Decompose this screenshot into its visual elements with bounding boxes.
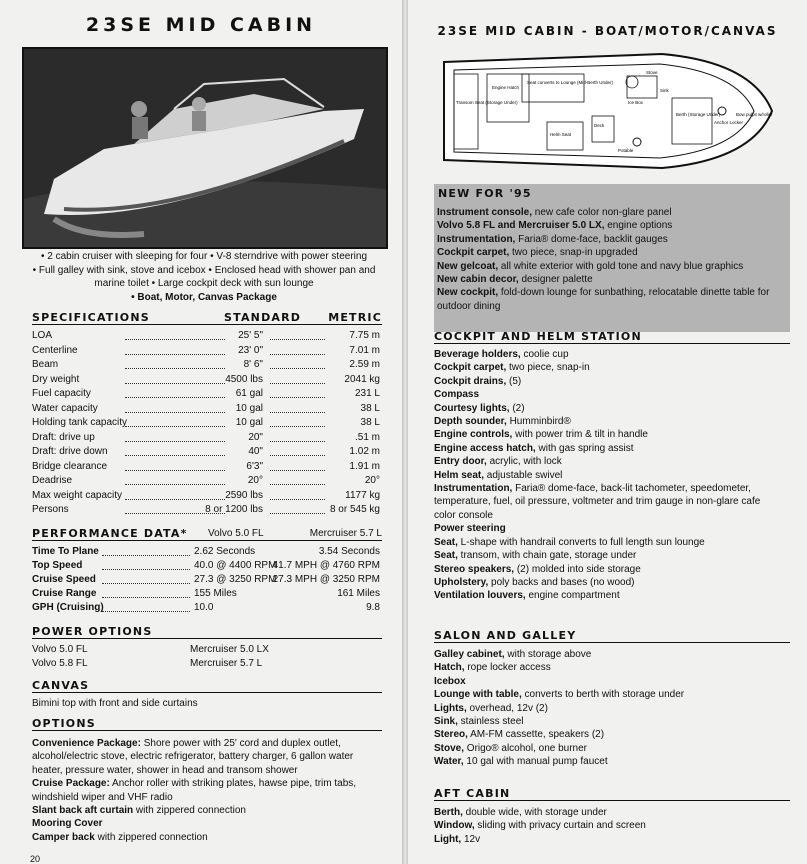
item-name: Seat,	[434, 550, 458, 562]
new-item	[437, 206, 783, 219]
item-desc: engine compartment	[525, 590, 620, 602]
option-name: Slant back aft curtain	[32, 805, 134, 817]
power-option: Volvo 5.8 FL	[32, 658, 88, 669]
dot-leader	[125, 397, 225, 398]
option-item	[32, 777, 372, 804]
dot-leader	[270, 484, 325, 485]
salon-item	[434, 688, 780, 701]
new-item	[437, 219, 783, 232]
new-item-name: Cockpit carpet,	[437, 247, 510, 259]
item-desc: converts to berth with storage under	[521, 689, 685, 701]
dot-leader	[270, 412, 325, 413]
item-name: Galley cabinet,	[434, 649, 505, 660]
cockpit-item	[434, 348, 780, 361]
new-item-name: Instrumentation,	[437, 233, 516, 245]
salon-item	[434, 648, 780, 661]
performance-mercruiser-value: 9.8	[366, 602, 380, 613]
item-desc: sliding with privacy curtain and screen	[474, 820, 646, 832]
spec-label: Bridge clearance	[32, 460, 108, 472]
item-name: Engine access hatch,	[434, 442, 536, 454]
spec-metric-value: 1.02 m	[349, 446, 380, 457]
option-item	[32, 737, 372, 777]
bullet-line: marine toilet • Large cockpit deck with sun lounge	[94, 278, 314, 289]
deck-plan-svg	[432, 44, 778, 178]
spec-standard-value: 20"	[248, 431, 263, 443]
power-option: Volvo 5.0 FL	[32, 644, 88, 655]
spec-label: Persons	[32, 504, 69, 515]
aft-heading	[434, 787, 790, 801]
spec-label: Holding tank capacity	[32, 417, 128, 428]
new-item	[437, 246, 783, 259]
item-desc: 10 gal with manual pump faucet	[463, 756, 608, 768]
dot-leader	[125, 354, 225, 355]
item-desc: with power trim & tilt in handle	[512, 429, 648, 441]
performance-volvo-value: 2.62 Seconds	[194, 546, 256, 557]
new-item-desc: two piece, snap-in upgraded	[509, 247, 638, 259]
dot-leader	[125, 499, 225, 500]
spec-standard-value: 40"	[248, 446, 263, 457]
item-desc: AM-FM cassette, speakers (2)	[467, 729, 605, 741]
spec-metric-value: 7.01 m	[349, 344, 380, 356]
item-desc: two piece, snap-in	[506, 362, 590, 374]
new-item-name: New cockpit,	[437, 287, 499, 299]
cockpit-item	[434, 469, 780, 482]
right-page	[408, 0, 807, 864]
item-name: Window,	[434, 820, 475, 832]
cockpit-item	[434, 549, 780, 562]
dot-leader	[125, 513, 225, 514]
item-name: Berth,	[434, 807, 463, 818]
item-name: Cockpit drains,	[434, 375, 507, 387]
spec-label: Draft: drive up	[32, 431, 95, 443]
spec-standard-value: 20°	[247, 475, 263, 486]
cockpit-item	[434, 536, 780, 549]
dot-leader	[102, 583, 190, 584]
item-desc: with gas spring assist	[535, 442, 634, 454]
spec-metric-value: 8 or 545 kg	[329, 504, 380, 515]
item-name: Sink,	[434, 716, 458, 728]
diagram-label-sink: Sink	[660, 88, 669, 93]
new-for-heading-label: NEW FOR '95	[438, 187, 532, 200]
power-heading-label: POWER OPTIONS	[32, 625, 153, 638]
dot-leader	[270, 455, 325, 456]
cockpit-item	[434, 415, 780, 428]
item-desc: acrylic, with lock	[486, 456, 562, 468]
item-name: Cockpit carpet,	[434, 362, 507, 374]
spec-label: LOA	[32, 330, 53, 341]
item-name: Entry door,	[434, 456, 487, 468]
item-name: Hatch,	[434, 662, 465, 674]
cockpit-item	[434, 442, 780, 455]
item-desc: poly backs and bases (no wood)	[488, 576, 635, 588]
dot-leader	[102, 611, 190, 612]
cockpit-item	[434, 375, 780, 388]
cockpit-item	[434, 402, 780, 415]
cockpit-item	[434, 589, 780, 602]
spec-label: Beam	[32, 359, 59, 370]
item-desc: Origo® alcohol, one burner	[464, 742, 588, 754]
item-name: Water,	[434, 756, 464, 768]
item-desc: 12v	[461, 833, 481, 845]
item-name: Stereo speakers,	[434, 563, 515, 575]
new-item	[437, 233, 783, 246]
item-name: Ventilation louvers,	[434, 590, 526, 602]
item-desc: Faria® dome-face, back-lit tachometer, speedometer, temperature, fuel, oil pressure, voltmeter and trim gauge in non-glare cafe color console	[434, 483, 761, 521]
performance-mercruiser-value: 41.7 MPH @ 4760 RPM	[272, 560, 380, 571]
diagram-label-stove: Stove	[646, 70, 658, 75]
item-desc: (5)	[506, 375, 522, 387]
cockpit-item	[434, 428, 780, 441]
item-desc: adjustable swivel	[484, 469, 563, 481]
new-item-name: Volvo 5.8 FL and Mercruiser 5.0 LX,	[437, 220, 605, 232]
diagram-label-potable: Potable	[618, 148, 634, 153]
spec-standard-value: 8' 6"	[243, 359, 263, 370]
option-item	[32, 817, 372, 830]
spec-standard-value: 6'3"	[246, 460, 263, 472]
new-item-name: New cabin decor,	[437, 274, 519, 286]
dot-leader	[125, 383, 225, 384]
aft-list	[434, 806, 780, 846]
performance-volvo-value: 155 Miles	[194, 588, 237, 599]
dot-leader	[125, 470, 225, 471]
cockpit-item	[434, 563, 780, 576]
new-item	[437, 286, 783, 313]
diagram-label-berth: Berth (Storage Under)	[676, 112, 721, 117]
item-desc: stainless steel	[457, 716, 524, 728]
spec-metric-value: 38 L	[360, 402, 380, 414]
left-page	[0, 0, 402, 864]
aft-item	[434, 819, 780, 832]
item-name: Depth sounder,	[434, 416, 507, 428]
performance-label: Top Speed	[32, 560, 83, 571]
specs-heading-label: SPECIFICATIONS	[32, 311, 150, 324]
col-metric: METRIC	[328, 311, 382, 324]
col-standard: STANDARD	[224, 311, 302, 324]
diagram-label-seat: Seat converts to Lounge (Mid-Berth Under)	[527, 80, 614, 85]
spec-label: Fuel capacity	[32, 388, 91, 399]
option-name: Camper back	[32, 831, 95, 843]
dot-leader	[270, 354, 325, 355]
item-name: Icebox	[434, 675, 466, 687]
option-name: Mooring Cover	[32, 818, 103, 830]
performance-label: GPH (Cruising)	[32, 602, 104, 613]
item-name: Light,	[434, 833, 462, 845]
spec-metric-value: 231 L	[354, 388, 380, 399]
new-item-desc: designer palette	[518, 274, 593, 286]
salon-item	[434, 661, 780, 674]
salon-item	[434, 755, 780, 768]
option-desc: with zippered connection	[133, 805, 246, 817]
boat-illustration	[24, 49, 386, 247]
col-mercruiser: Mercruiser 5.7 L	[309, 528, 382, 539]
spec-standard-value: 61 gal	[235, 388, 263, 399]
options-list	[32, 737, 372, 844]
spec-label: Max weight capacity	[32, 489, 123, 501]
spec-label: Draft: drive down	[32, 446, 108, 457]
dot-leader	[270, 368, 325, 369]
aft-item	[434, 806, 780, 819]
performance-volvo-value: 27.3 @ 3250 RPM	[194, 574, 277, 585]
dot-leader	[125, 441, 225, 442]
salon-item	[434, 742, 780, 755]
item-name: Upholstery,	[434, 576, 489, 588]
option-name: Convenience Package:	[32, 738, 141, 749]
cockpit-item	[434, 388, 780, 401]
spec-label: Centerline	[32, 344, 78, 356]
spec-standard-value: 10 gal	[235, 417, 263, 428]
spec-standard-value: 2590 lbs	[225, 489, 263, 501]
item-name: Seat,	[434, 536, 458, 548]
dot-leader	[270, 339, 325, 340]
cockpit-list	[434, 348, 780, 603]
option-item	[32, 804, 372, 817]
cockpit-item	[434, 361, 780, 374]
bullet-line: • 2 cabin cruiser with sleeping for four • V-8 sterndrive with power steering	[40, 251, 368, 262]
cockpit-item	[434, 522, 780, 535]
page-title: 23SE MID CABIN - BOAT/MOTOR/CANVAS	[437, 24, 778, 38]
cockpit-heading	[434, 330, 790, 344]
item-name: Lounge with table,	[434, 689, 522, 701]
spec-label: Dry weight	[32, 373, 80, 385]
new-item-name: Instrument console,	[437, 207, 533, 218]
bullet-line: • Full galley with sink, stove and icebox • Enclosed head with shower pan and	[32, 264, 376, 276]
performance-heading	[32, 527, 382, 541]
new-item-desc: new cafe color non-glare panel	[532, 207, 672, 218]
dot-leader	[270, 499, 325, 500]
salon-item	[434, 675, 780, 688]
item-name: Beverage holders,	[434, 349, 521, 360]
performance-heading-label: PERFORMANCE DATA*	[32, 527, 188, 540]
spec-metric-value: 1.91 m	[349, 460, 380, 472]
diagram-label-transom: Transom Seat (Storage Under)	[456, 100, 518, 105]
dot-leader	[270, 383, 325, 384]
feature-bullets	[24, 250, 384, 304]
dot-leader	[270, 397, 325, 398]
new-item	[437, 273, 783, 286]
option-desc: Shore power with 25' cord and duplex outlet, alcohol/electric stove, electric refrigerator, battery charger, 6 gallon water heater, pressure water, shower in head and transom shower	[32, 738, 354, 776]
performance-label: Cruise Speed	[32, 574, 96, 585]
diagram-label-anchor: Anchor Locker	[714, 120, 744, 125]
cockpit-heading-label: COCKPIT AND HELM STATION	[434, 330, 642, 343]
dot-leader	[125, 368, 225, 369]
item-desc: double wide, with storage under	[462, 807, 607, 818]
page-title: 23SE MID CABIN	[85, 14, 317, 36]
spec-standard-value: 25' 5"	[238, 330, 263, 341]
power-option: Mercruiser 5.0 LX	[190, 644, 269, 655]
diagram-label-icebox: Ice Box	[628, 100, 644, 105]
dot-leader	[270, 426, 325, 427]
cockpit-item	[434, 576, 780, 589]
canvas-text: Bimini top with front and side curtains	[32, 698, 198, 709]
dot-leader	[102, 555, 190, 556]
item-name: Lights,	[434, 702, 467, 714]
dot-leader	[270, 470, 325, 471]
cockpit-item	[434, 455, 780, 468]
option-item	[32, 831, 372, 844]
diagram-label-engine: Engine Hatch	[492, 85, 520, 90]
new-item-desc: all white exterior with gold tone and navy blue graphics	[498, 260, 744, 272]
spec-metric-value: 20°	[364, 475, 380, 486]
new-item-name: New gelcoat,	[437, 260, 499, 272]
item-desc: (2) molded into side storage	[514, 563, 641, 575]
performance-label: Cruise Range	[32, 588, 97, 599]
item-name: Instrumentation,	[434, 483, 513, 495]
specs-heading	[32, 311, 382, 325]
salon-item	[434, 702, 780, 715]
diagram-label-deck: Deck	[594, 123, 605, 128]
performance-mercruiser-value: 3.54 Seconds	[318, 546, 380, 557]
new-item-desc: engine options	[604, 220, 673, 232]
dot-leader	[270, 513, 325, 514]
item-desc: (2)	[509, 402, 525, 414]
spec-metric-value: 38 L	[360, 417, 380, 428]
salon-heading-label: SALON AND GALLEY	[434, 629, 577, 642]
dot-leader	[125, 484, 225, 485]
dot-leader	[102, 597, 190, 598]
dot-leader	[125, 426, 225, 427]
spec-metric-value: 7.75 m	[349, 330, 380, 341]
col-volvo: Volvo 5.0 FL	[208, 528, 264, 539]
deck-plan-diagram	[432, 44, 778, 178]
item-name: Helm seat,	[434, 469, 485, 481]
spec-metric-value: .51 m	[354, 431, 380, 443]
spec-label: Deadrise	[32, 475, 73, 486]
salon-list	[434, 648, 780, 769]
power-option: Mercruiser 5.7 L	[190, 658, 263, 669]
spec-metric-value: 2.59 m	[349, 359, 380, 370]
canvas-heading	[32, 679, 382, 693]
item-desc: with storage above	[504, 649, 592, 660]
spec-standard-value: 8 or 1200 lbs	[205, 504, 263, 515]
power-heading	[32, 625, 382, 639]
item-name: Stove,	[434, 742, 465, 754]
item-desc: Humminbird®	[506, 416, 571, 428]
aft-heading-label: AFT CABIN	[434, 787, 511, 800]
boat-photo	[22, 47, 388, 249]
options-heading-label: OPTIONS	[32, 717, 96, 730]
new-item-desc: Faria® dome-face, backlit gauges	[515, 233, 668, 245]
canvas-heading-label: CANVAS	[32, 679, 90, 692]
item-name: Courtesy lights,	[434, 402, 510, 414]
item-desc: overhead, 12v (2)	[466, 702, 548, 714]
item-desc: L-shape with handrail converts to full length sun lounge	[457, 536, 705, 548]
option-name: Cruise Package:	[32, 778, 110, 790]
option-desc: with zippered connection	[94, 831, 208, 843]
spec-standard-value: 4500 lbs	[225, 373, 263, 385]
dot-leader	[125, 412, 225, 413]
salon-item	[434, 715, 780, 728]
diagram-label-helm: Helm Seat	[550, 132, 572, 137]
item-name: Power steering	[434, 523, 506, 535]
item-desc: rope locker access	[464, 662, 551, 674]
item-desc: transom, with chain gate, storage under	[457, 550, 637, 562]
item-name: Engine controls,	[434, 429, 513, 441]
dot-leader	[125, 455, 225, 456]
item-desc: coolie cup	[520, 349, 569, 360]
page-number: 20	[30, 854, 41, 864]
item-name: Stereo,	[434, 729, 468, 741]
salon-heading	[434, 629, 790, 643]
spec-metric-value: 2041 kg	[344, 373, 380, 385]
new-for-95-box	[434, 184, 790, 332]
performance-label: Time To Plane	[32, 546, 99, 557]
spec-label: Water capacity	[32, 402, 98, 414]
salon-item	[434, 728, 780, 741]
diagram-label-bow: Bow pulpit w/roller	[736, 112, 773, 117]
options-heading	[32, 717, 382, 731]
option-desc: Anchor roller with striking plates, hawse pipe, trim tabs, windshield wiper and VHF radio	[32, 778, 357, 803]
aft-item	[434, 833, 780, 846]
new-for-heading	[438, 187, 558, 200]
spec-standard-value: 23' 0"	[238, 344, 263, 356]
dot-leader	[270, 441, 325, 442]
performance-volvo-value: 40.0 @ 4400 RPM	[194, 560, 277, 571]
new-for-list	[437, 206, 783, 313]
bullet-line: • Boat, Motor, Canvas Package	[131, 291, 277, 303]
new-item	[437, 260, 783, 273]
spec-standard-value: 10 gal	[235, 402, 263, 414]
dot-leader	[102, 569, 190, 570]
spec-metric-value: 1177 kg	[345, 489, 380, 501]
dot-leader	[125, 339, 225, 340]
performance-mercruiser-value: 27.3 MPH @ 3250 RPM	[272, 574, 380, 585]
item-name: Compass	[434, 389, 480, 401]
new-item-desc: fold-down lounge for sunbathing, relocatable dinette table for outdoor dining	[437, 287, 770, 312]
cockpit-item	[434, 482, 780, 522]
performance-volvo-value: 10.0	[194, 602, 214, 613]
performance-mercruiser-value: 161 Miles	[337, 588, 380, 599]
